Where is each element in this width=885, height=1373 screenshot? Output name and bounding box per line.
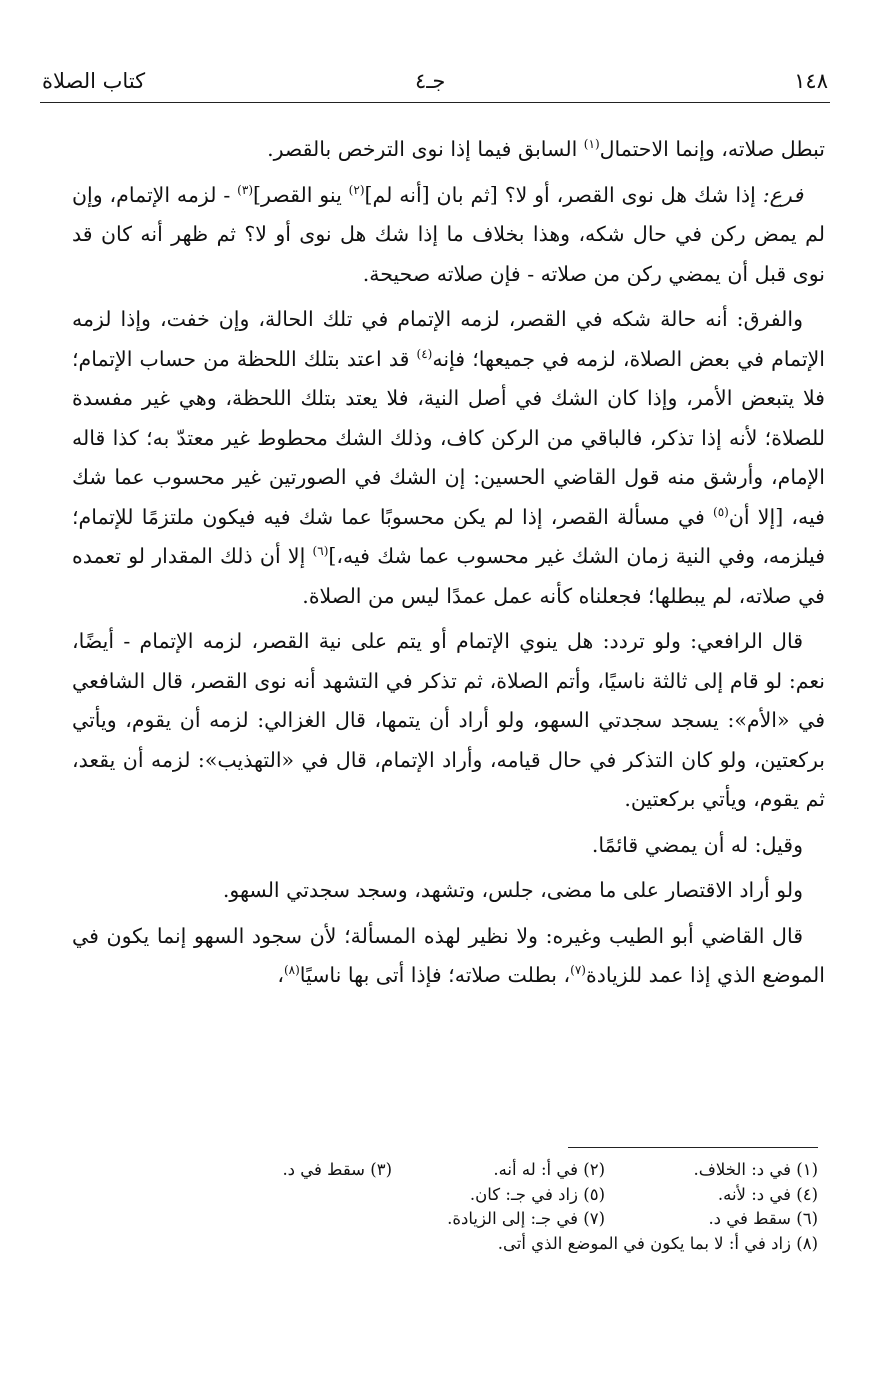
footnote-marker: (٤) [416,346,433,361]
footnote-3: (٣) سقط في د. [282,1160,392,1179]
volume-label: جـ٤ [415,69,446,93]
footnote-row [178,1158,818,1183]
footnote-marker: (٧) [570,963,586,978]
footnote-marker: (٦) [312,544,329,559]
paragraph-2-text: إذا شك هل نوى القصر، أو لا؟ [ثم بان [أنه لم]$^{(٢)}$ ينو القصر]$^{(٣)}$ - لزمه الإتمام، وإن لم يمض ركن في حال شكه، وهذا بخلاف ما إذا شك هل نوى أو لا؟ ثم ظهر أنه كان قد نوى قبل أن يمضي ركن من صلاته - فإن صلاته صحيحة. [72,182,825,286]
footnote-row [178,1183,818,1208]
footnote-marker: (٨) [283,963,300,978]
branch-term: فرع: [762,182,803,207]
footnote-2: (٢) في أ: له أنه. [493,1160,605,1179]
running-header [40,66,830,103]
footnote-5: (٥) زاد في جـ: كان. [469,1184,605,1204]
footnote-6: (٦) سقط في د. [708,1209,818,1228]
footnote-marker: (٣) [237,182,253,197]
page-number: ١٤٨ [794,69,828,93]
paragraph-3: والفرق: أنه حالة شكه في القصر، لزمه الإتمام في تلك الحالة، وإن خفت، وإذا لزمه الإتمام في بعض الصلاة، لزمه في جميعها؛ فإنه$^{(٤)}$ قد اعتد بتلك اللحظة من حساب الإتمام؛ فلا يتبعض الأمر، وإذا كان الشك في أصل النية، فلا يعتد بتلك اللحظة، وهي غير مفسدة للصلاة؛ لأنه إذا تذكر، فالباقي من الركن كاف، وذلك الشك محطوط غير معتدّ به؛ كذا قاله الإمام، وأرشق منه قول القاضي الحسين: إن الشك في الصورتين غير محسوب عما شك فيه، [إلا أن$^{(٥)}$ في مسألة القصر، إذا لم يكن محسوبًا عما شك فيه فيكون ملتزمًا للإتمام؛ فيلزمه، وفي النية زمان الشك غير محسوب عما شك فيه،]$^{(٦)}$ إلا أن ذلك المقدار لو تعمده في صلاته، لم يبطلها؛ فجعلناه كأنه عمل عمدًا ليس من الصلاة. [72,307,825,608]
footnotes [178,1158,818,1256]
footnote-marker: (١) [583,137,600,152]
footnote-7: (٧) في جـ: إلى الزيادة. [447,1209,605,1228]
footnote-8: (٨) زاد في أ: لا بما يكون في الموضع الذي أتى. [497,1233,818,1253]
footnote-row [178,1232,818,1257]
paragraph-2 [72,176,825,295]
footnote-1: (١) في د: الخلاف. [693,1160,818,1179]
main-text [72,130,825,1002]
footnote-4: (٤) في د: لأنه. [717,1184,818,1204]
footnote-row [178,1207,818,1232]
paragraph-5: وقيل: له أن يمضي قائمًا. [591,832,803,857]
paragraph-1: تبطل صلاته، وإنما الاحتمال$^{(١)}$ السابق فيما إذا نوى الترخص بالقصر. [267,137,825,161]
footnote-divider [568,1147,818,1148]
paragraph-4: قال الرافعي: ولو تردد: هل ينوي الإتمام أو يتم على نية القصر، لزمه الإتمام - أيضًا، نعم: لو قام إلى ثالثة ناسيًا، وأتم الصلاة، ثم تذكر في التشهد أنه نوى القصر، قال الشافعي في «الأم»: يسجد سجدتي السهو، ولو أراد أن يتمها، قال الغزالي: لزمه أن يقوم، ويأتي بركعتين، ولو كان التذكر في حال قيامه، وأراد الإتمام، قال في «التهذيب»: لزمه أن يقعد، ثم يقوم، ويأتي بركعتين. [72,629,825,811]
paragraph-6: ولو أراد الاقتصار على ما مضى، جلس، وتشهد، وسجد سجدتي السهو. [222,878,803,902]
footnote-marker: (٥) [713,504,729,519]
paragraph-7: قال القاضي أبو الطيب وغيره: ولا نظير لهذه المسألة؛ لأن سجود السهو إنما يكون في الموضع الذي إذا عمد للزيادة$^{(٧)}$، بطلت صلاته؛ فإذا أتى بها ناسيًا$^{(٨)}$، [72,923,825,987]
footnote-marker: (٢) [348,182,365,197]
chapter-title: كتاب الصلاة [42,69,146,93]
